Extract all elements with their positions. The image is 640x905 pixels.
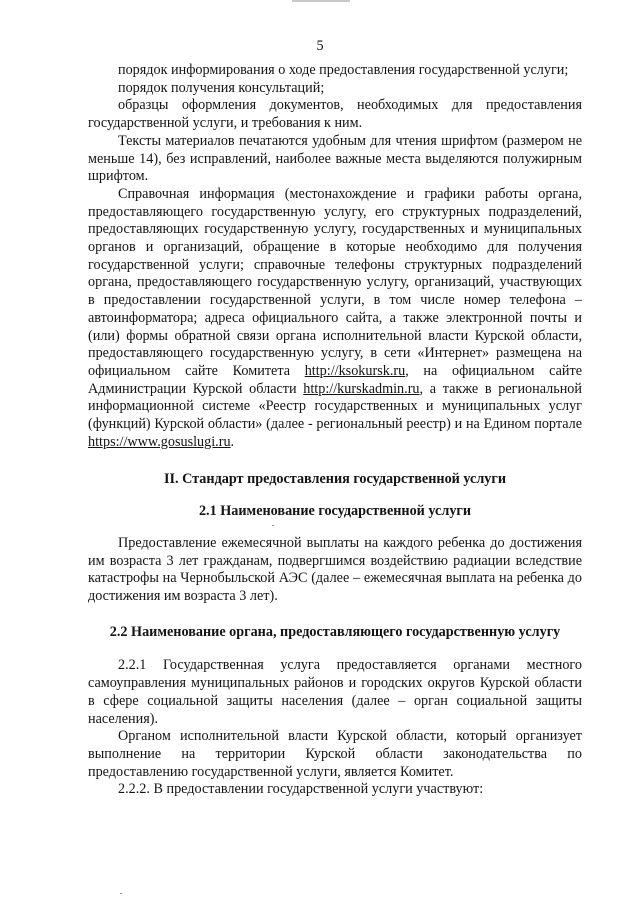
paragraph-2-2-2: 2.2.2. В предоставлении государственной услуги участвуют:: [118, 781, 484, 798]
paragraph-service-name: Предоставление ежемесячной выплаты на каждого ребенка до достижения им возраста 3 лет гражданам, подвергшимся воздействию радиации вследствие катастрофы на Чернобыльской АЭС (далее – ежемесячная выплата на ребенка до достижения им возраста 3 лет).: [88, 534, 582, 604]
paragraph-executive-organ: Органом исполнительной власти Курской области, который организует выполнение на территории Курской области законодательства по предоставлению государственной услуги, является Комитет.: [88, 728, 582, 780]
document-body: [88, 62, 582, 799]
section-2-heading: II. Стандарт предоставления государственной услуги: [163, 471, 507, 488]
paragraph-info-order: порядок информирования о ходе предоставления государственной услуги;: [118, 62, 569, 78]
scan-speck: [120, 893, 122, 894]
scan-speck: [272, 525, 274, 526]
paragraph-2-2-1: 2.2.1 Государственная услуга предоставляется органами местного самоуправления муниципальных районов и городских округов Курской области в сфере социальной защиты населения (далее – орган социальной защиты населения).: [88, 657, 582, 727]
reference-text-c: , а также в региональной информационной системе «Реестр государственных и муниципальных услуг (функций) Курской области» (далее - региональный реестр) и на Едином портале: [88, 380, 582, 433]
page-number: 5: [316, 38, 324, 54]
reference-text-a: Справочная информация (местонахождение и графики работы органа, предоставляющего государственную услугу, его структурных подразделений, предоставляющих государственную услугу, государственных и муниципальных органов и организаций, обращение в которые необходимо для получения государственной услуги; справочные телефоны структурных подразделений органа, предоставляющего государственную услугу, организаций, участвующих в предоставлении государственной услуги, в том числе номер телефона – автоинформатора; адреса официального сайта, а также электронной почты и (или) формы обратной связи органа исполнительной власти Курской области, предоставляющего государственную услугу, в сети «Интернет» размещена на официальном сайте Комитета: [88, 185, 582, 379]
reference-text-b: , на официальном сайте Администрации Курской области: [88, 362, 582, 397]
link-ksokursk[interactable]: http://ksokursk.ru: [304, 362, 406, 379]
paragraph-consultations: порядок получения консультаций;: [118, 79, 325, 96]
reference-text-d: .: [230, 433, 235, 450]
link-gosuslugi[interactable]: https://www.gosuslugi.ru: [88, 433, 231, 450]
subsection-2-1-heading: 2.1 Наименование государственной услуги: [198, 503, 472, 520]
paragraph-document-samples: образцы оформления документов, необходимых для предоставления государственной услуги, и требования к ним.: [88, 97, 582, 132]
paragraph-reference-info: [88, 186, 582, 452]
subsection-2-2-heading: 2.2 Наименование органа, предоставляющего государственную услугу: [109, 623, 561, 640]
paragraph-text-materials: Тексты материалов печатаются удобным для чтения шрифтом (размером не меньше 14), без исправлений, наиболее важные места выделяются полужирным шрифтом.: [88, 132, 582, 185]
link-kurskadmin[interactable]: http://kurskadmin.ru: [303, 380, 420, 397]
scan-edge-mark: [292, 0, 350, 2]
